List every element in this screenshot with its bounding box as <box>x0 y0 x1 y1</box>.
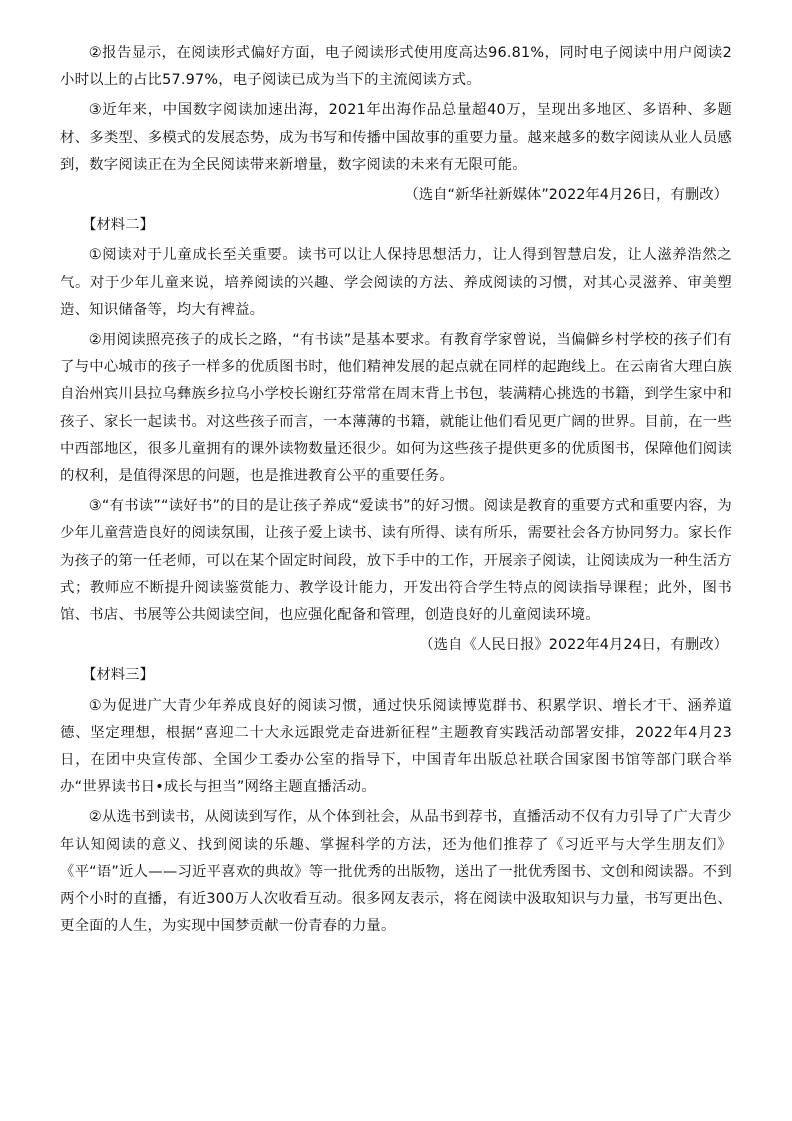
material2-paragraph-3: ③“有书读”“读好书”的目的是让孩子养成“爱读书”的好习惯。阅读是教育的重要方式和重要内容，为少年儿童营造良好的阅读氛围，让孩子爱上读书、读有所得、读有所乐，需要社会各方协同努力。家长作为孩子的第一任老师，可以在某个固定时间段，放下手中的工作，开展亲子阅读，让阅读成为一种生活方式；教师应不断提升阅读鉴赏能力、教学设计能力，开发出符合学生特点的阅读指导课程；此外，图书馆、书店、书展等公共阅读空间，也应强化配备和管理，创造良好的儿童阅读环境。 <box>60 498 732 624</box>
material1-paragraph-2: ②报告显示，在阅读形式偏好方面，电子阅读形式使用度高达96.81%，同时电子阅读中用户阅读2小时以上的占比57.97%，电子阅读已成为当下的主流阅读方式。 <box>60 45 732 89</box>
document-page <box>60 40 732 941</box>
material3-paragraph-2: ②从选书到读书，从阅读到写作，从个体到社会，从品书到荐书，直播活动不仅有力引导了广大青少年认知阅读的意义、找到阅读的乐趣、掌握科学的方法，还为他们推荐了《习近平与大学生朋友们》《平“语”近人——习近平喜欢的典故》等一批优秀的出版物，送出了一批优秀图书、文创和阅读器。不到两个小时的直播，有近300万人次收看互动。很多网友表示，将在阅读中汲取知识与力量，书写更出色、更全面的人生，为实现中国梦贡献一份青春的力量。 <box>60 809 732 935</box>
material1-paragraph-3: ③近年来，中国数字阅读加速出海，2021年出海作品总量超40万，呈现出多地区、多语种、多题材、多类型、多模式的发展态势，成为书写和传播中国故事的重要力量。越来越多的数字阅读从业人员感到，数字阅读正在为全民阅读带来新增量，数字阅读的未来有无限可能。 <box>60 102 732 173</box>
material3-paragraph-1: ①为促进广大青少年养成良好的阅读习惯，通过快乐阅读博览群书、积累学识、增长才干、涵养道德、坚定理想，根据“喜迎二十大永远跟党走奋进新征程”主题教育实践活动部署安排，2022年4月23日，在团中央宣传部、全国少工委办公室的指导下，中国青年出版总社联合国家图书馆等部门联合举办“世界读书日•成长与担当”网络主题直播活动。 <box>60 697 732 796</box>
material2-paragraph-1: ①阅读对于儿童成长至关重要。读书可以让人保持思想活力，让人得到智慧启发，让人滋养浩然之气。对于少年儿童来说，培养阅读的兴趣、学会阅读的方法、养成阅读的习惯，对其心灵滋养、审美塑造、知识储备等，均大有裨益。 <box>60 247 732 318</box>
material3-heading: 【材料三】 <box>82 667 154 684</box>
material2-source: （选自《人民日报》2022年4月24日，有删改） <box>419 637 728 654</box>
material1-source: （选自“新华社新媒体”2022年4月26日，有删改） <box>404 187 728 204</box>
material2-heading: 【材料二】 <box>82 217 154 234</box>
material2-paragraph-2: ②用阅读照亮孩子的成长之路，“有书读”是基本要求。有教育学家曾说，当偏僻乡村学校的孩子们有了与中心城市的孩子一样多的优质图书时，他们精神发展的起点就在同样的起跑线上。在云南省大理白族自治州宾川县拉乌彝族乡拉乌小学校长谢红芬常常在周末背上书包，装满精心挑选的书籍，到学生家中和孩子、家长一起读书。对这些孩子而言，一本薄薄的书籍，就能让他们看见更广阔的世界。目前，在一些中西部地区，很多儿童拥有的课外读物数量还很少。如何为这些孩子提供更多的优质图书，保障他们阅读的权利，是值得深思的问题，也是推进教育公平的重要任务。 <box>60 332 732 485</box>
